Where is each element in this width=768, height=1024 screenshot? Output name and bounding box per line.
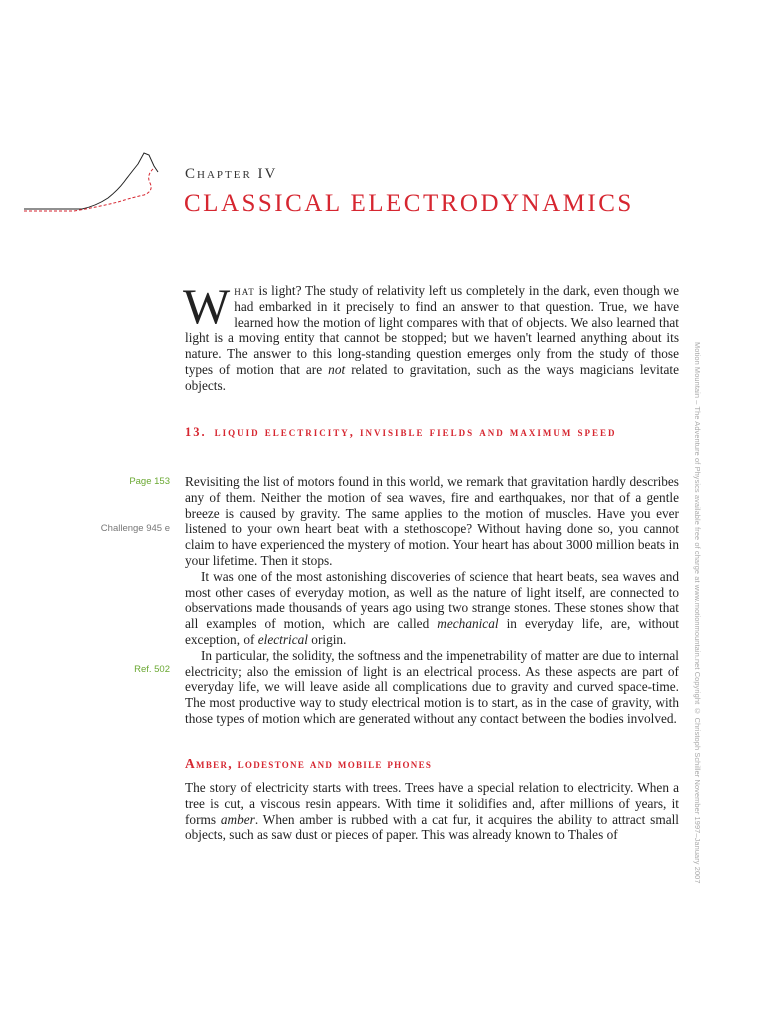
margin-page-ref-link[interactable]: Page 153	[129, 476, 170, 487]
paragraph-2-emphasis-1: mechanical	[437, 616, 499, 632]
section-number: 13.	[185, 425, 207, 439]
intro-paragraph	[183, 278, 679, 394]
mountain-ornament-icon	[24, 150, 164, 216]
margin-ref-link[interactable]: Ref. 502	[134, 664, 170, 675]
chapter-title: CLASSICAL ELECTRODYNAMICS	[184, 190, 634, 217]
sub-paragraph-text-a: The story of electricity starts with trees. Trees have a special relation to electricity. When a tree is cut, a viscous resin appears. With time it solidifies and, after millions of years, it forms	[185, 780, 679, 827]
paragraph-2-text-c: origin.	[307, 631, 347, 647]
sub-paragraph-emphasis: amber	[220, 811, 255, 827]
copyright-side-text: Motion Mountain – The Adventure of Physics available free of charge at www.motionmountain.net Copyright © Christoph Schiller November 1997–January 2007	[693, 342, 702, 884]
paragraph-1: Revisiting the list of motors found in this world, we remark that gravitation hardly describes any of them. Neither the motion of sea waves, fire and earthquakes, nor that of a gentle breeze is caused by gravity. The same applies to the motion of muscles. Have you ever listened to your own heart beat with a stethoscope? Without having done so, you cannot claim to have experienced the mystery of motion. Your heart has about 3000 million beats in your lifetime. Then it stops.	[185, 474, 679, 568]
subsection-body	[185, 780, 679, 843]
margin-challenge-note: Challenge 945 e	[100, 523, 170, 534]
dropcap: W	[183, 278, 231, 334]
section-heading	[185, 421, 685, 443]
copyright-side-strip	[693, 342, 707, 884]
paragraph-3: In particular, the solidity, the softness and the impenetrability of matter are due to internal electricity; also the emission of light is an electrical process. As these aspects are part of everyday life, we will leave aside all complications due to gravity and curved space-time. The most productive way to study electrical motion is to start, as in the case of gravity, with those types of motion which are generated without any contact between the bodies involved.	[185, 647, 679, 726]
paragraph-2-emphasis-2: electrical	[257, 631, 308, 647]
section-body	[185, 474, 679, 727]
paragraph-2-text-b: in everyday life, are, without exception, of	[185, 616, 680, 647]
intro-text-2: related to gravitation, such as the ways magicians levitate objects.	[185, 361, 679, 393]
sub-paragraph-text-b: . When amber is rubbed with a cat fur, it acquires the ability to attract small objects, such as saw dust or pieces of paper. This was already known to Thales of	[185, 811, 679, 843]
paragraph-2	[185, 569, 679, 648]
subsection-title: Amber, lodestone and mobile phones	[185, 756, 433, 771]
intro-text-1: is light? The study of relativity left us completely in the dark, even though we had embarked in it precisely to find an answer to that question. True, we have learned how the motion of light compares with that of objects. We also learned that light is a moving entity that cannot be stopped; but we haven't learned anything about its nature. The answer to this long-standing question emerges only from the study of those types of motion that are	[185, 283, 679, 377]
intro-lead: hat	[234, 283, 255, 298]
paragraph-2-text-a: It was one of the most astonishing discoveries of science that heart beats, sea waves and most other cases of everyday motion, as well as the nature of light itself, are connected to observations made thousands of years ago using two strange stones. These stones show that all examples of motion, which are called	[185, 568, 679, 632]
section-title: liquid electricity, invisible fields and maximum speed	[214, 425, 617, 439]
chapter-label: Chapter IV	[185, 166, 278, 182]
intro-emphasis: not	[328, 361, 346, 377]
